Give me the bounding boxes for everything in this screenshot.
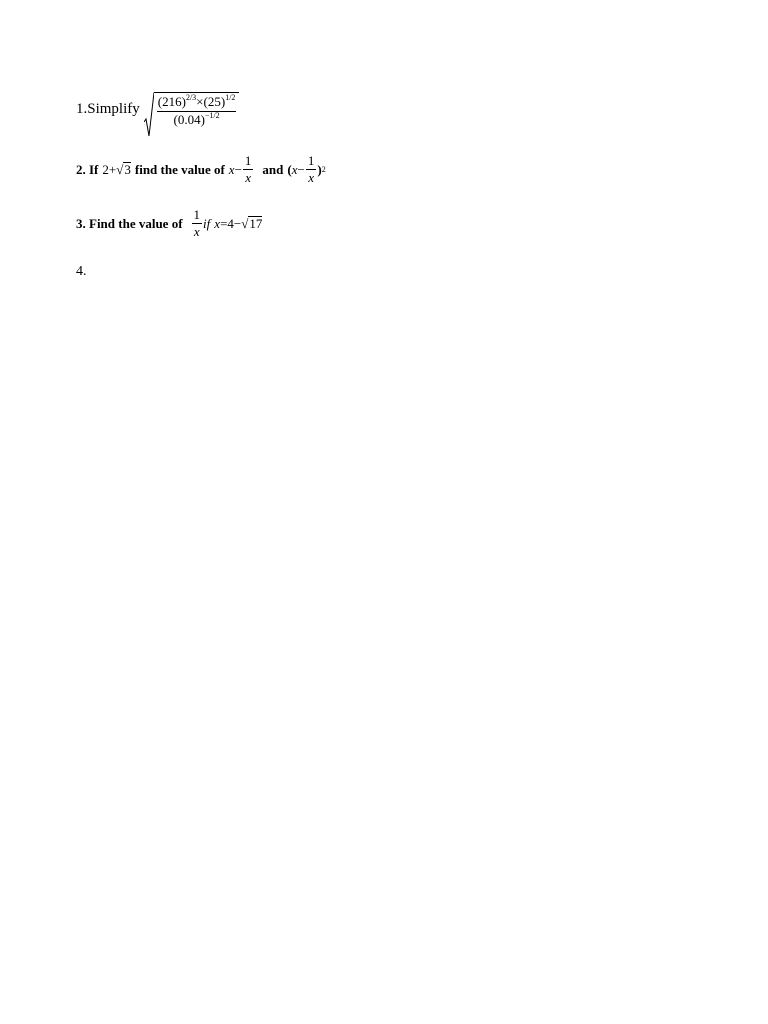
q1-radical — [144, 92, 240, 128]
q2-frac1-den: x — [245, 170, 252, 186]
q2-frac1-num: 1 — [243, 154, 254, 170]
q2-fraction-2 — [306, 154, 317, 186]
q2-root-value: 3 — [124, 161, 131, 177]
q3-var-x: x — [214, 215, 221, 231]
q2-frac2-den: x — [308, 170, 314, 186]
q2-open-paren: ( — [287, 161, 292, 177]
q1-exp-b: 1/2 — [225, 93, 236, 102]
q2-prefix: 2. If — [76, 161, 99, 177]
q1-num-b: (25) — [203, 94, 226, 109]
q1-radicand — [154, 92, 240, 128]
q3-root — [241, 216, 262, 232]
q2-minus-2: − — [297, 161, 305, 177]
q1-den: (0.04) — [173, 112, 205, 128]
q3-if: if — [203, 215, 211, 231]
q3-frac-num: 1 — [192, 208, 203, 224]
q3-root-value: 17 — [249, 215, 263, 231]
q1-num-a: (216) — [157, 94, 186, 109]
question-4 — [76, 264, 87, 280]
q1-denominator — [172, 112, 222, 127]
root-sign-icon: √ — [241, 215, 249, 231]
q1-times: × — [196, 94, 204, 109]
q1-fraction — [157, 95, 237, 128]
q3-equals: =4− — [220, 215, 242, 231]
q2-frac2-num: 1 — [306, 154, 317, 170]
q2-var-x: x — [228, 161, 235, 177]
q2-mid-text: find the value of — [134, 161, 225, 177]
q2-minus: − — [234, 161, 242, 177]
q1-exp-a: 2/3 — [185, 93, 197, 102]
q2-var-x-2: x — [291, 161, 298, 177]
q2-and: and — [262, 161, 284, 177]
q3-fraction — [192, 208, 203, 240]
q2-close-paren: ) — [317, 161, 322, 177]
q2-fraction-1 — [243, 154, 254, 186]
root-sign-icon: √ — [116, 161, 124, 177]
q1-numerator — [157, 95, 237, 112]
question-2: 2. If 2+ √ 3 find the value of x − $\frac{1}{x}$ and ( x − $\frac{1}{x}$ ) 2 — [76, 153, 326, 186]
q3-prefix: 3. Find the value of — [76, 215, 183, 231]
radical-sign-icon — [144, 92, 154, 128]
q2-two-plus: 2+ — [102, 161, 117, 177]
q3-frac-den: x — [193, 224, 200, 240]
question-1 — [76, 92, 239, 128]
question-3 — [76, 208, 262, 240]
q1-exp-den: −1/2 — [204, 111, 220, 121]
q2-root — [116, 162, 131, 178]
q1-label: 1.Simplify — [76, 101, 140, 118]
q4-label: 4. — [76, 264, 87, 279]
